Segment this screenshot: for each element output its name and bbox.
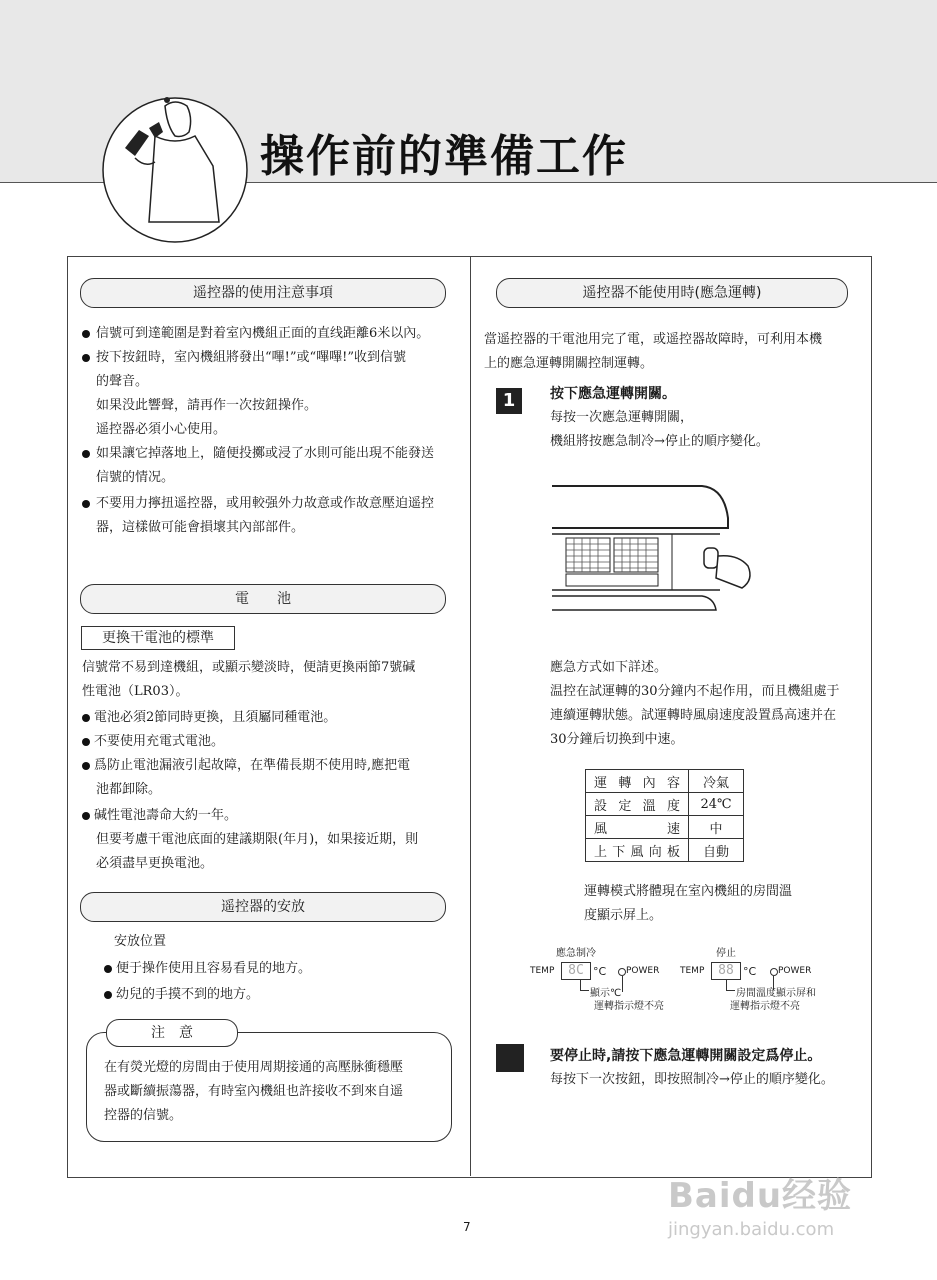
- display-left-digits: 8C: [561, 962, 591, 980]
- display-left-temp-label: TEMP: [530, 966, 555, 976]
- display-left-title: 應急制冷: [556, 948, 596, 959]
- emergency-mode-table: [585, 769, 744, 862]
- display-right-title: 停止: [716, 948, 736, 959]
- step2-title: 要停止時,請按下應急運轉開關設定爲停止。: [550, 1048, 822, 1064]
- battery-line: 性電池（LR03）。: [82, 684, 189, 699]
- step2-badge: [496, 1044, 524, 1072]
- remote-note-line: 如果没此響聲，請再作一次按鈕操作。: [96, 398, 318, 413]
- page-title: 操作前的準備工作: [260, 131, 628, 182]
- watermark-brand: Baidu经验: [668, 1176, 853, 1216]
- bullet: [82, 500, 90, 508]
- display-left-note: 運轉指示燈不亮: [594, 1001, 664, 1012]
- callout-line: [726, 980, 735, 991]
- display-right-note: 運轉指示燈不亮: [730, 1001, 800, 1012]
- remote-note-line: 信號可到達範圍是對着室內機組正面的直线距離6米以內。: [96, 326, 430, 341]
- display-left-unit: °C: [593, 965, 607, 978]
- step1-line: 機組將按應急制冷→停止的順序變化。: [550, 434, 769, 449]
- emergency-desc-line: 連續運轉狀態。試運轉時風扇速度設置爲高速并在: [550, 708, 837, 723]
- emergency-desc-line: 應急方式如下詳述。: [550, 660, 668, 675]
- remote-note-line: 如果讓它掉落地上，隨便投擲或浸了水則可能出現不能發送: [96, 446, 435, 461]
- table-row: [586, 816, 744, 839]
- display-right-digits: 88: [711, 962, 741, 980]
- display-right-power-label: POWER: [778, 966, 812, 976]
- callout-line: [622, 976, 623, 992]
- column-divider: [470, 256, 471, 1176]
- emergency-intro-line: 上的應急運轉開關控制運轉。: [484, 356, 654, 371]
- bullet: [82, 354, 90, 362]
- table-row: [586, 770, 744, 793]
- battery-line: 但要考慮干電池底面的建議期限(年月)，如果接近期，則: [96, 832, 419, 847]
- remote-note-line: 按下按鈕時，室內機組將發出“嗶!”或“嗶嗶!”收到信號: [96, 350, 407, 365]
- battery-subheading: 更換干電池的標準: [81, 626, 235, 650]
- table-note-line: 度顯示屏上。: [584, 908, 663, 923]
- display-right-temp-label: TEMP: [680, 966, 705, 976]
- battery-line: 電池必須2節同時更換，且須屬同種電池。: [94, 710, 337, 725]
- storage-item: 幼兒的手摸不到的地方。: [116, 987, 260, 1002]
- bullet: [82, 812, 90, 820]
- display-left-note: 顯示℃: [590, 988, 622, 999]
- callout-line: [580, 980, 589, 991]
- display-right-unit: °C: [743, 965, 757, 978]
- caution-line: 器或斷續振蕩器，有時室內機組也許接收不到來自遥: [104, 1084, 404, 1099]
- table-cell: 運轉內容: [586, 770, 689, 793]
- section-heading-emergency: 遥控器不能使用時(應急運轉): [496, 278, 848, 308]
- caution-line: 在有熒光燈的房間由于使用周期接通的高壓脉衝穩壓: [104, 1060, 404, 1075]
- display-left-power-label: POWER: [626, 966, 660, 976]
- table-cell: 自動: [689, 839, 744, 862]
- emergency-intro-line: 當遥控器的干電池用完了電，或遥控器故障時，可利用本機: [484, 332, 823, 347]
- bullet: [82, 738, 90, 746]
- step1-title: 按下應急運轉開關。: [550, 386, 676, 402]
- step2-line: 每按下一次按鈕，即按照制冷→停止的順序變化。: [550, 1072, 834, 1087]
- table-cell: 24℃: [689, 793, 744, 816]
- display-right-note: 房間溫度顯示屏和: [736, 988, 816, 999]
- emergency-desc-line: 30分鐘后切换到中速。: [550, 732, 684, 747]
- table-row: [586, 793, 744, 816]
- bullet: [82, 330, 90, 338]
- battery-line: 池都卸除。: [96, 782, 162, 797]
- bullet: [82, 714, 90, 722]
- section-heading-remote-notes: 遥控器的使用注意事項: [80, 278, 446, 308]
- remote-note-line: 不要用力擰扭遥控器，或用較强外力故意或作故意壓迫遥控: [96, 496, 435, 511]
- remote-note-line: 遥控器必須小心使用。: [96, 422, 227, 437]
- bullet: [104, 965, 112, 973]
- watermark-url: jingyan.baidu.com: [668, 1219, 835, 1240]
- emergency-desc-line: 温控在試運轉的30分鐘内不起作用，而且機組處于: [550, 684, 840, 699]
- table-cell: 中: [689, 816, 744, 839]
- table-note-line: 運轉模式將體現在室內機組的房間溫: [584, 884, 793, 899]
- power-lamp-icon: [618, 968, 626, 976]
- battery-line: 信號常不易到達機組，或顯示變淡時，便請更換兩節7號碱: [82, 660, 416, 675]
- remote-note-line: 信號的情况。: [96, 470, 175, 485]
- table-row: [586, 839, 744, 862]
- step-number-badge: 1: [496, 388, 522, 414]
- person-with-remote-illustration: [95, 88, 255, 248]
- storage-item: 便于操作使用且容易看見的地方。: [116, 961, 312, 976]
- bullet: [82, 762, 90, 770]
- battery-line: 爲防止電池漏液引起故障，在準備長期不使用時,應把電: [94, 758, 411, 773]
- remote-note-line: 器，這樣做可能會損壞其內部部件。: [96, 520, 305, 535]
- battery-line: 不要使用充電式電池。: [94, 734, 225, 749]
- page-number: 7: [463, 1220, 471, 1234]
- table-cell: 上下風向板: [586, 839, 689, 862]
- caution-label: 注 意: [106, 1019, 238, 1047]
- bullet: [82, 450, 90, 458]
- battery-line: 碱性電池壽命大約一年。: [94, 808, 238, 823]
- battery-line: 必須盡早更换電池。: [96, 856, 214, 871]
- watermark: [668, 1168, 852, 1240]
- caution-line: 控器的信號。: [104, 1108, 183, 1123]
- bullet: [104, 991, 112, 999]
- remote-note-line: 的聲音。: [96, 374, 149, 389]
- table-cell: 風速: [586, 816, 689, 839]
- table-cell: 冷氣: [689, 770, 744, 793]
- power-lamp-icon: [770, 968, 778, 976]
- section-heading-battery: 電 池: [80, 584, 446, 614]
- step1-line: 每按一次應急運轉開關，: [550, 410, 694, 425]
- table-cell: 設定溫度: [586, 793, 689, 816]
- storage-place-title: 安放位置: [114, 934, 167, 949]
- section-heading-remote-storage: 遥控器的安放: [80, 892, 446, 922]
- indoor-unit-illustration: [552, 478, 764, 624]
